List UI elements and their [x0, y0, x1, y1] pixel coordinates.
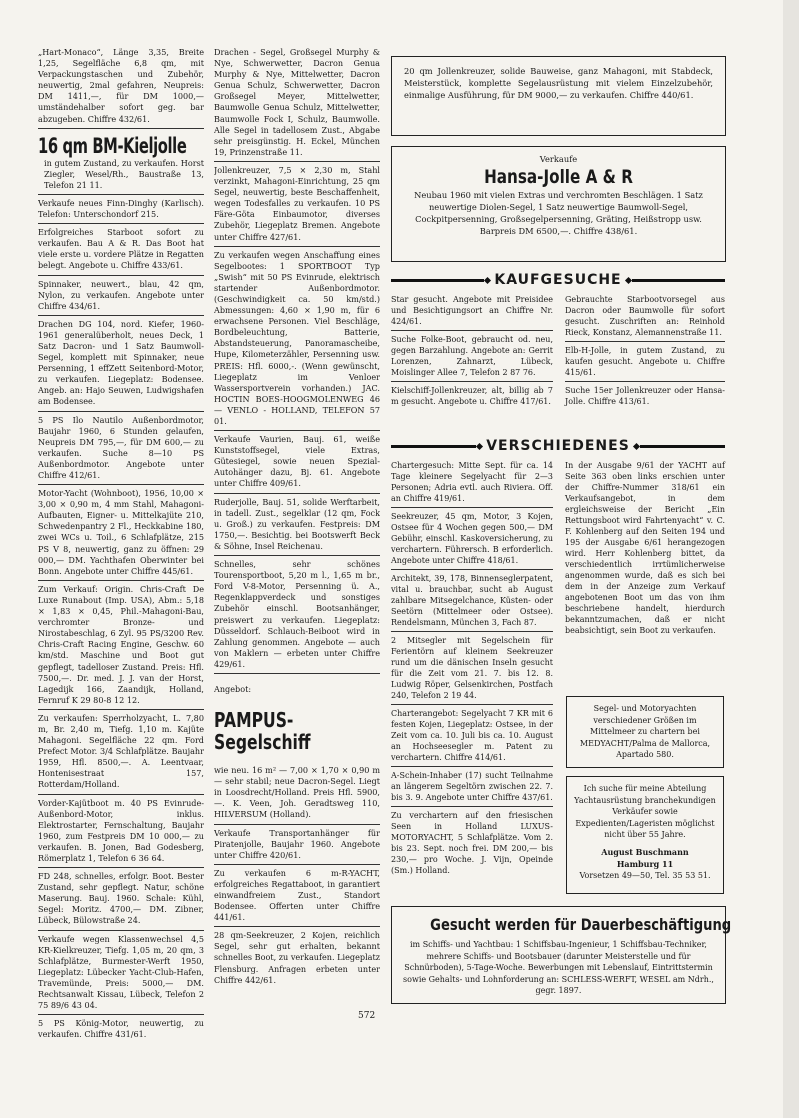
box-buschmann-text: Ich suche für meine Abteilung Yachtausrüstung branchekundigen Verkäufer sowie Expedienten/Lageristen möglichst nicht über 55 Jahre. [574, 784, 716, 839]
box-jollenkreuzer: 20 qm Jollenkreuzer, solide Bauweise, ganz Mahagoni, mit Stabdeck, Meisterstück, komplette Segelausrüstung mit vielem Einzelzubehör, einmalige Ausführung, für DM 9000,— zu verkaufen. Chiffre 440/61. [391, 56, 726, 136]
ad-starbootvorsegel: Gebrauchte Starbootvorsegel aus Dacron oder Baumwolle für sofort gesucht. Zuschriften an: Reinhold Rieck, Konstanz, Alemannenstraße 11. [565, 295, 725, 337]
ad-jollenkreuzer: Jollenkreuzer, 7,5 × 2,30 m, Stahl verzinkt, Mahagoni-Einrichtung, 25 qm Segel, neuwertig, beste Beschaffenheit, wegen Todesfalles zu verkaufen. 10 PS Färe-Göta Einbaumotor, diverses Zubehör, Liegeplatz Bremen. Angebote unter Chiffre 427/61. [214, 164, 380, 247]
box-buschmann-name: August Buschmann [601, 846, 689, 857]
ad-seekreuzer-45: Seekreuzer, 45 qm, Motor, 3 Kojen, Ostsee für 4 Wochen gegen 500,— DM Gebühr, einschl. Kaskoversicherung, zu verchartern. Führersch. B erforderlich. Angebote unter Chiffre 418/61. [391, 512, 553, 565]
ad-kieljolle-body: in gutem Zustand, zu verkaufen. Horst Ziegler, Wesel/Rh., Baustraße 13, Telefon 21 11. [44, 157, 204, 190]
box-schless-werft [391, 906, 732, 1004]
ad-mitsegler: 2 Mitsegler mit Segelschein für Ferientörn auf kleinem Seekreuzer rund um die dänischen Inseln gesucht für die Zeit vom 21. 7. bis 12. 8. Ludwig Röper, Gelsenkirchen, Postfach 240, Telefon 2 19 44. [391, 636, 553, 700]
ad-starboot: Erfolgreiches Starboot sofort zu verkaufen. Bau A & R. Das Boot hat viele erste u. vordere Plätze in Regatten belegt. Angebote u. Chiffre 433/61. [38, 226, 204, 275]
ad-kielschiff: Kielschiff-Jollenkreuzer, alt, billig ab 7 m gesucht. Angebote u. Chiffre 417/61. [391, 386, 553, 406]
ad-pampus-title: PAMPUS- [214, 708, 294, 733]
ad-hart-monaco: „Hart-Monaco“, Länge 3,35, Breite 1,25, Segelfläche 6,8 qm, mit Verpackungstaschen und Zubehör, neuwertig, 2mal gefahren, Neupreis: DM 1411,—, für DM 1000,— umständehalber sofort geg. bar abzugeben. Chiffre 432/61. [38, 46, 204, 129]
ad-drachen-dg: Drachen DG 104, nord. Kiefer, 1960-1961 generalüberholt, neues Deck, 1 Satz Dacron- und 1 Satz Baumwoll-Segel, komplett mit Spinnaker, neue Persenning, 1 effZett Seitenbord-Motor, zu verkaufen. Liegeplatz: Bodensee. Angeb. an: Hajo Seuwen, Ludwigshafen am Bodensee. [38, 318, 204, 412]
ad-spinnaker: Spinnaker, neuwert., blau, 42 qm, Nylon, zu verkaufen. Angebote unter Chiffre 434/61. [38, 278, 204, 316]
box-buschmann-addr: Vorsetzen 49—50, Tel. 35 53 51. [579, 870, 711, 880]
notice-kohlenberg: In der Ausgabe 9/61 der YACHT auf Seite 363 oben links erschien unter der Chiffre-Nummer 318/61 ein Verkaufsangebot, in dem ergleichsweise der Bericht „Ein Rettungsboot wird Fahrtenyacht“ v. C. F. Kohlenberg auf den Seiten 194 und 195 der Ausgabe 6/61 herangezogen wird. Herr Kohlenberg bittet, da verschiedentlich irrtümlicherweise angenommen wurde, daß es sich bei dem in der Anzeige zum Verkauf angebotenen Boot um das von ihm beschriebene handelt, hierdurch bekanntzumachen, daß er nicht beabsichtigt, sein Boot zu verkaufen. [565, 461, 725, 635]
ad-6m-r-yacht: Zu verkaufen 6 m-R-YACHT, erfolgreiches Regattaboot, in garantiert einwandfreiem Zust., Standort Bodensee. Offerten unter Chiffre 441/61. [214, 867, 380, 927]
ad-chris-craft: Zum Verkauf: Origin. Chris-Craft De Luxe Runabout (Imp. USA), Abm.: 5,18 × 1,83 × 0,45, Phil.-Mahagoni-Bau, verchromter Bronze- und Nirostabeschlag, 6 Zyl. 95 PS/3200 Rev. Chris-Craft Racing Engine, Geschw. 60 km/std. Maschine und Boot gut gepflegt, tadelloser Zustand. Preis: Hfl. 7500,—. Dr. med. J. J. van der Horst, Lagedijk 166, Zaandijk, Holland, Fernruf K 29 80-8 12 12. [38, 583, 204, 710]
box-schless-body: im Schiffs- und Yachtbau: 1 Schiffsbau-Ingenieur, 1 Schiffsbau-Techniker, mehrere Schiffs- und Bootsbauer (darunter Meisterstelle und für Schnürboden), 5-Tage-Woche. Bewerbungen mit Lebenslauf, Eintrittstermin sowie Gehalts- und Lohnforderung an: SCHLESS-WERFT, WESEL am Ndrh., gegr. 1897. [403, 940, 714, 995]
ad-a-schein: A-Schein-Inhaber (17) sucht Teilnahme an längerem Segeltörn zwischen 22. 7. bis 3. 9. Angebote unter Chiffre 437/61. [391, 771, 553, 802]
box-buschmann-city: Hamburg 11 [616, 858, 674, 869]
column-2 [214, 46, 380, 991]
ad-15er-jollenkreuzer: Suche 15er Jollenkreuzer oder Hansa-Jolle. Chiffre 413/61. [565, 386, 725, 406]
ad-motor-yacht: Motor-Yacht (Wohnboot), 1956, 10,00 × 3,00 × 0,90 m, 4 mm Stahl, Mahagoni-Aufbauten, Eigner- u. Mittelkajüte 210, Schwedenpantry 2 Fl., Heckkabine 180, zwei WCs u. Toil., 6 Schlafplätze, 215 PS V 8, neuwertig, ganz zu öffnen: 29 000,— DM. Yachthafen Oberwinter bei Bonn. Angebote unter Chiffre 445/61. [38, 487, 204, 581]
ad-fd-248: FD 248, schnelles, erfolgr. Boot. Bester Zustand, sehr gepflegt. Natur, schöne Maserung. Bauj. 1960. Schale: Kühl, Segel: Moritz. 4700,— DM. Zibner, Lübeck, Bülowstraße 24. [38, 870, 204, 930]
ad-finn-dinghy: Verkaufe neues Finn-Dinghy (Karlisch). Telefon: Unterschondorf 215. [38, 197, 204, 224]
ad-kieljolle [38, 131, 204, 195]
ad-kielkreuzer: Verkaufe wegen Klassenwechsel 4,5 KR-Kielkreuzer, Tiefg. 1,05 m, 20 qm, 3 Schlafplätze, Burmester-Werft 1950, Liegeplatz: Lübecker Yacht-Club-Hafen, Travemünde, Preis: 5000,— DM. Rechtsanwalt Kissau, Lübeck, Telefon 2 75 89/6 43 04. [38, 933, 204, 1016]
box-hansa-pre: Verkaufe [539, 154, 578, 164]
box-hansa-body: Neubau 1960 mit vielen Extras und verchromten Beschlägen. 1 Satz neuwertige Diolen-Segel, 1 Satz neuwertige Baumwoll-Segel, Cockpitpersenning, Großsegelpersenning, Gräting, Heißstropp usw. Barpreis DM 6500,—. Chiffre 438/61. [414, 190, 703, 236]
ad-sperrholzyacht: Zu verkaufen: Sperrholzyacht, L. 7,80 m, Br. 2,40 m, Tiefg. 1,10 m. Kajüte Mahagoni. Segelfläche 22 qm. Ford Prefect Motor. 3/4 Schlafplätze. Baujahr 1959, Hfl. 8500,—. A. Leentvaar, Hontenisestraat 157, Rotterdam/Holland. [38, 712, 204, 795]
ad-kieljolle-title: 16 qm BM-Kieljolle [38, 133, 187, 158]
column-1 [38, 46, 204, 1045]
ad-pampus-title-2: Segelschiff [214, 730, 311, 755]
section-kaufgesuche: KAUFGESUCHE [391, 272, 725, 288]
ad-ilo-motor: 5 PS Ilo Nautilo Außenbordmotor, Baujahr 1960, 6 Stunden gelaufen, Neupreis DM 795,—, für DM 600,— zu verkaufen. Suche 8—10 PS Außenbordmotor. Angebote unter Chiffre 412/61. [38, 414, 204, 486]
ad-folke-boot: Suche Folke-Boot, gebraucht od. neu, gegen Barzahlung. Angebote an: Gerrit Lorenzen, Zahnarzt, Lübeck, Moislinger Allee 7, Telefon 2 87 76. [391, 335, 553, 377]
ad-transportanhaenger: Verkaufe Transportanhänger für Piratenjolle, Baujahr 1960. Angebote unter Chiffre 420/61. [214, 827, 380, 865]
ad-elb-h-jolle: Elb-H-Jolle, in gutem Zustand, zu kaufen gesucht. Angebote u. Chiffre 415/61. [565, 346, 725, 377]
kauf-left [391, 294, 553, 407]
versch-left [391, 460, 553, 876]
ad-architekt: Architekt, 39, 178, Binnenseglerpatent, vital u. brauchbar, sucht ab August zahlbare Mitsegelchance, Küsten- oder Seetörn (Mittelmeer oder Ostsee). Rendelsmann, München 3, Fach 87. [391, 574, 553, 627]
ad-chartergesuch: Chartergesuch: Mitte Sept. für ca. 14 Tage kleinere Segelyacht für 2—3 Personen; Adria evtl. auch Riviera. Off. an Chiffre 419/61. [391, 461, 553, 503]
ad-sportboot: Zu verkaufen wegen Anschaffung eines Segelbootes: 1 SPORTBOOT Typ „Swish“ mit 50 PS Evinrude, elektrisch startender Außenbordmotor.(Geschwindigkeit ca. 50 km/std.) Abmessungen: 4,60 × 1,90 m, für 6 erwachsene Personen. Viel Beschläge, Bordbeleuchtung, Batterie, Abstandsteuerung, Panoramascheibe, Hupe, Kilometerzähler, Persenning usw. PREIS: Hfl. 6000,-. (Wenn gewünscht, Liegeplatz im Venloer Wassersportverein vorhanden.) JAC. HOCTIN BOES-HOOGMOLENWEG 46 — VENLO - HOLLAND, TELEFON 57 01. [214, 249, 380, 432]
ad-luxus-motoryacht: Zu verchartern auf den friesischen Seen in Holland LUXUS-MOTORYACHT, 5 Schlafplätze. Vom 2. bis 23. Sept. noch frei. DM 200,— bis 230,— pro Woche. J. Vijn, Opeinde (Sm.) Holland. [391, 811, 553, 875]
kauf-right [565, 294, 725, 407]
box-buschmann [566, 776, 724, 894]
box-hansa-jolle [391, 146, 726, 262]
section-verschiedenes: VERSCHIEDENES [391, 438, 725, 454]
ad-star-gesucht: Star gesucht. Angebote mit Preisidee und Besichtigungsort an Chiffre Nr. 424/61. [391, 295, 553, 326]
ad-ruderjolle: Ruderjolle, Bauj. 51, solide Werftarbeit, in tadell. Zust., segelklar (12 qm, Fock u. Groß.) zu verkaufen. Festpreis: DM 1750,—. Besichtig. bei Bootswerft Beck & Söhne, Insel Reichenau. [214, 496, 380, 556]
ad-pampus-body: wie neu. 16 m² — 7,00 × 1,70 × 0,90 m — sehr stabil; neue Dacron-Segel. Liegt in Loosdrecht/Holland. Preis Hfl. 5900,—. K. Veen, Joh. Geradtsweg 110, HILVERSUM (Holland). [214, 765, 380, 820]
ad-seekreuzer-28: 28 qm-Seekreuzer, 2 Kojen, reichlich Segel, sehr gut erhalten, bekannt schnelles Boot, zu verkaufen. Liegeplatz Flensburg. Anfragen erbeten unter Chiffre 442/61. [214, 930, 380, 985]
ad-pampus [214, 676, 380, 825]
page-edge [783, 0, 799, 1118]
box-medyacht: Segel- und Motoryachten verschiedener Größen im Mittelmeer zu chartern bei MEDYACHT/Palma de Mallorca, Apartado 580. [566, 696, 724, 768]
page-number: 572 [358, 1011, 376, 1021]
box-schless-title: Gesucht werden für Dauerbeschäftigung [430, 915, 732, 934]
ad-kajuetboot: Vorder-Kajütboot m. 40 PS Evinrude-Außenbord-Motor, inklus. Elektrostarter, Fernschaltung, Baujahr 1960, zum Festpreis DM 10 000,— zu verkaufen. B. Jonen, Bad Godesberg, Römerplatz 1, Telefon 6 36 64. [38, 797, 204, 869]
ad-charterangebot: Charterangebot: Segelyacht 7 KR mit 6 festen Kojen, Liegeplatz: Ostsee, in der Zeit vom ca. 10. Juli bis ca. 10. August an Hochseesegler m. Patent zu verchartern. Chiffre 414/61. [391, 709, 553, 762]
box-hansa-title: Hansa-Jolle A & R [484, 166, 633, 188]
ad-drachen-segel: Drachen - Segel, Großsegel Murphy & Nye, Schwerwetter, Dacron Genua Murphy & Nye, Mittelwetter, Dacron Genua Schulz, Schwerwetter, Dacron Großsegel Meyer, Mittelwetter, Baumwolle Genua Schulz, Mittelwetter, Baumwolle Fock I, Schulz, Baumwolle. Alle Segel in tadellosem Zust., Abgabe sehr preisgünstig. H. Eckel, München 19, Prinzenstraße 11. [214, 46, 380, 162]
ad-tourensportboot: Schnelles, sehr schönes Tourensportboot, 5,20 m l., 1,65 m br., Ford V-8-Motor, Persenning ü. A., Regenklappverdeck und sonstiges Zubehör einschl. Bootsanhänger, preiswert zu verkaufen. Liegeplatz: Düsseldorf. Schlauch-Beiboot wird in Zahlung genommen. Angebote — auch von Maklern — erbeten unter Chiffre 429/61. [214, 558, 380, 674]
ad-vaurien: Verkaufe Vaurien, Bauj. 61, weiße Kunststoffsegel, viele Extras, Gütesiegel, sowie neuen Spezial-Autohänger dazu, Bj. 61. Angebote unter Chiffre 409/61. [214, 433, 380, 493]
ad-pampus-label: Angebot: [214, 683, 252, 694]
versch-right [565, 460, 725, 636]
ad-koenig-motor: 5 PS König-Motor, neuwertig, zu verkaufen. Chiffre 431/61. [38, 1018, 204, 1040]
